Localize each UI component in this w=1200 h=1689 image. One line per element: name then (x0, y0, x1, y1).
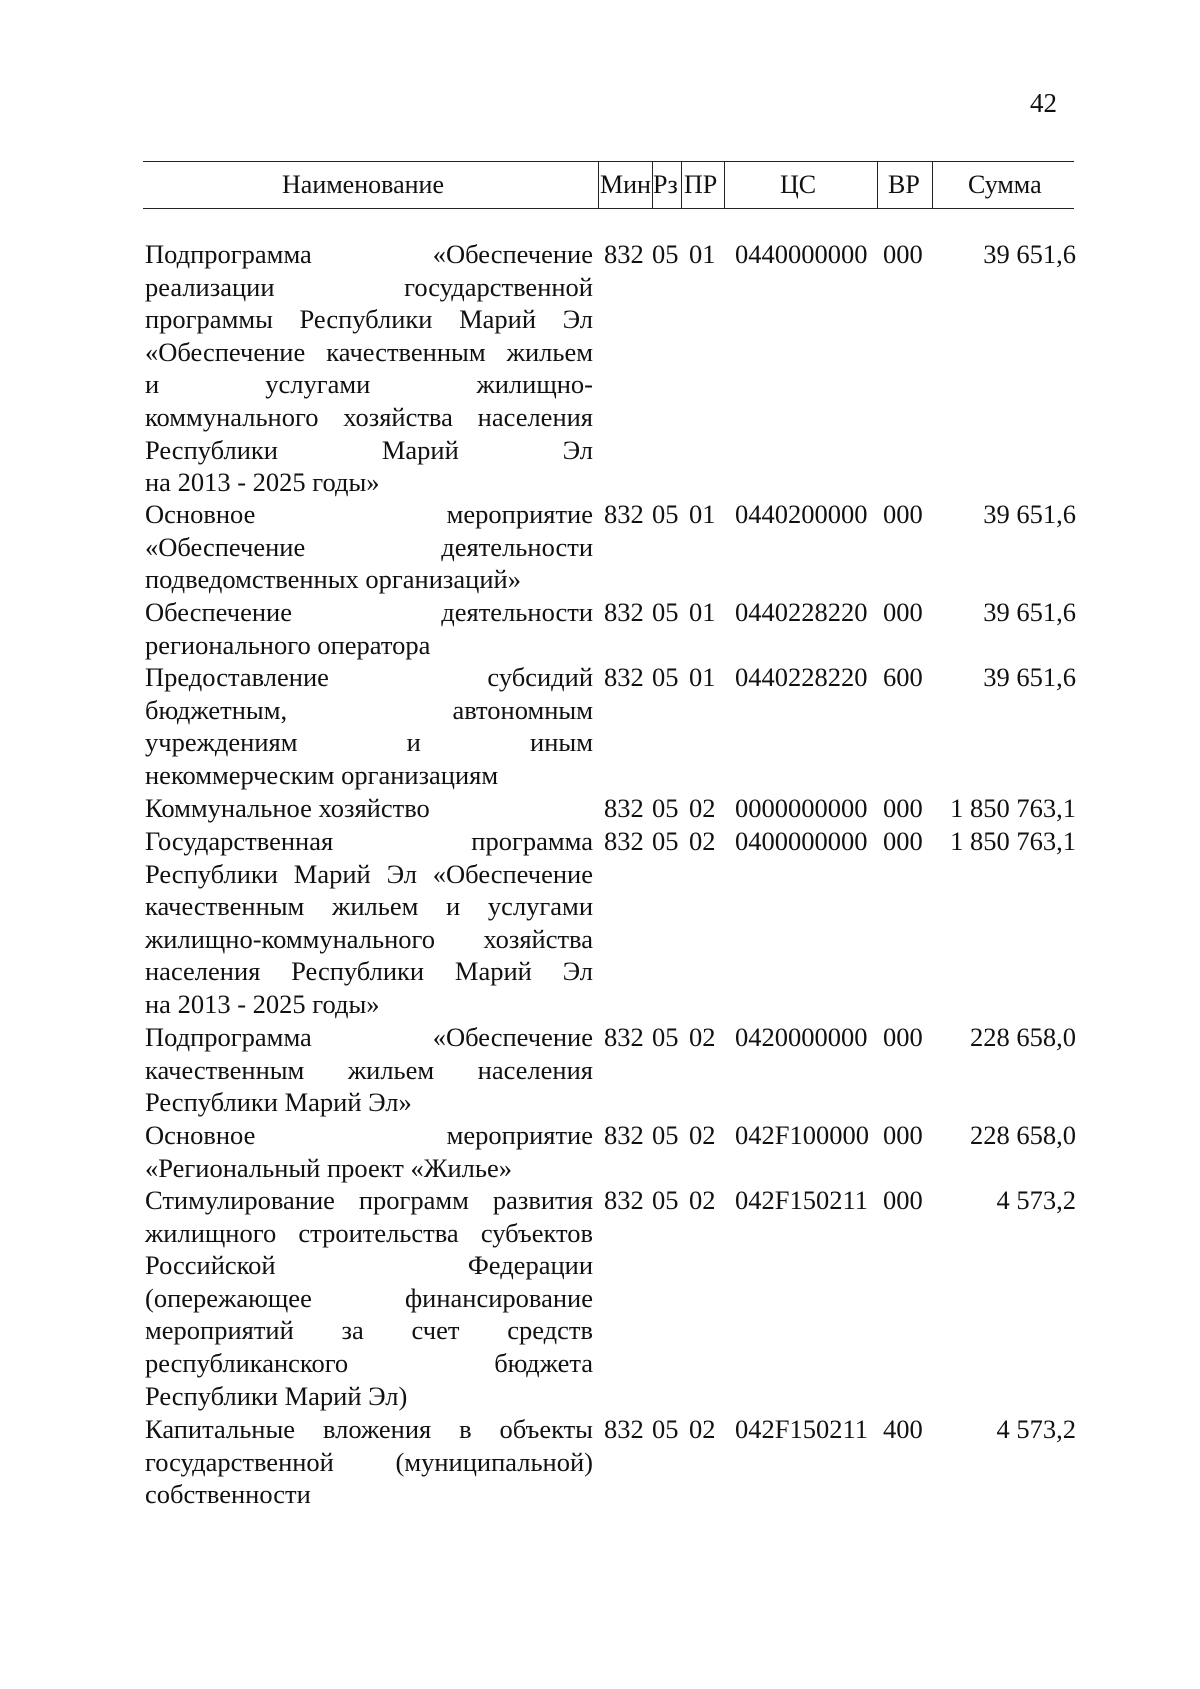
cell-rz: 05 (652, 1185, 679, 1215)
row-name-line: республиканского бюджета (145, 1347, 593, 1378)
row-name-line: коммунального хозяйства населения (145, 401, 593, 432)
header-divider (681, 162, 682, 208)
cell-rz: 05 (652, 239, 679, 269)
row-name (145, 825, 593, 1021)
cell-min: 832 (604, 1414, 644, 1444)
row-name-line: «Обеспечение деятельности (145, 531, 593, 562)
row-name-line: Основное мероприятие (145, 499, 593, 529)
cell-min: 832 (604, 826, 644, 856)
row-name (145, 1184, 593, 1412)
cell-vr: 000 (883, 499, 923, 529)
row-name-line: Основное мероприятие (145, 1120, 593, 1150)
row-name-line: Государственная программа (145, 826, 593, 856)
row-name-line: качественным жильем населения (145, 1054, 593, 1085)
column-header-rz: Рз (653, 170, 678, 199)
cell-pr: 01 (689, 499, 716, 529)
cell-rz: 05 (652, 793, 679, 823)
cell-rz: 05 (652, 1022, 679, 1052)
row-name-line: программы Республики Марий Эл (145, 304, 593, 335)
cell-rz: 05 (652, 826, 679, 856)
row-name-line: Республики Марий Эл «Обеспечение (145, 858, 593, 889)
cell-cs: 0440228220 (735, 662, 868, 692)
row-name-line: Республики Марий Эл) (145, 1380, 408, 1411)
cell-cs: 0440228220 (735, 597, 868, 627)
row-name (145, 498, 593, 596)
row-name-line: учреждениям и иным (145, 727, 593, 758)
cell-sum: 1 850 763,1 (950, 793, 1076, 823)
row-name-line: Капитальные вложения в объекты (145, 1414, 593, 1444)
cell-pr: 01 (689, 597, 716, 627)
cell-pr: 02 (689, 1414, 716, 1444)
cell-pr: 02 (689, 1022, 716, 1052)
row-name-line: мероприятий за счет средств (145, 1315, 593, 1346)
cell-cs: 0000000000 (735, 793, 868, 823)
header-divider (724, 162, 725, 208)
cell-pr: 02 (689, 1185, 716, 1215)
cell-vr: 000 (883, 793, 923, 823)
row-name-line: бюджетным, автономным (145, 694, 593, 725)
cell-vr: 000 (883, 239, 923, 269)
cell-sum: 228 658,0 (970, 1120, 1076, 1150)
row-name-line: регионального оператора (145, 629, 431, 660)
cell-min: 832 (604, 239, 644, 269)
column-header-vr: ВР (888, 170, 920, 199)
row-name (145, 792, 593, 825)
cell-vr: 000 (883, 597, 923, 627)
cell-cs: 0420000000 (735, 1022, 868, 1052)
row-name-line: реализации государственной (145, 271, 593, 302)
row-name-line: Подпрограмма «Обеспечение (145, 1022, 593, 1052)
row-name-line: населения Республики Марий Эл (145, 956, 593, 987)
cell-cs: 0400000000 (735, 826, 868, 856)
cell-cs: 042F150211 (735, 1414, 869, 1444)
column-header-sum: Сумма (968, 170, 1042, 199)
row-name-line: Предоставление субсидий (145, 662, 593, 692)
row-name-line: государственной (муниципальной) (145, 1446, 593, 1477)
row-name-line: Подпрограмма «Обеспечение (145, 239, 593, 269)
column-header-pr: ПР (684, 170, 718, 199)
cell-min: 832 (604, 1120, 644, 1150)
cell-cs: 042F150211 (735, 1185, 869, 1215)
row-name-line: «Обеспечение качественным жильем (145, 336, 593, 367)
header-bottom-rule (143, 208, 1074, 209)
row-name-line: Обеспечение деятельности (145, 597, 593, 627)
header-divider (877, 162, 878, 208)
cell-pr: 02 (689, 826, 716, 856)
row-name-line: собственности (145, 1479, 311, 1510)
row-name-line: «Региональный проект «Жилье» (145, 1152, 512, 1183)
cell-rz: 05 (652, 662, 679, 692)
cell-sum: 39 651,6 (983, 597, 1076, 627)
cell-vr: 000 (883, 1185, 923, 1215)
row-name (145, 1119, 593, 1184)
row-name-line: жилищно-коммунального хозяйства (145, 923, 593, 954)
cell-vr: 000 (883, 1022, 923, 1052)
cell-min: 832 (604, 499, 644, 529)
cell-sum: 228 658,0 (970, 1022, 1076, 1052)
column-header-name: Наименование (282, 170, 444, 199)
row-name-line: Республики Марий Эл (145, 434, 593, 465)
cell-vr: 600 (883, 662, 923, 692)
cell-min: 832 (604, 662, 644, 692)
row-name (145, 1413, 593, 1511)
cell-rz: 05 (652, 1414, 679, 1444)
cell-sum: 4 573,2 (996, 1414, 1076, 1444)
cell-min: 832 (604, 793, 644, 823)
cell-rz: 05 (652, 1120, 679, 1150)
row-name-line: качественным жильем и услугами (145, 891, 593, 922)
row-name-line: Республики Марий Эл» (145, 1087, 412, 1118)
cell-vr: 400 (883, 1414, 923, 1444)
cell-pr: 01 (689, 239, 716, 269)
row-name-line: жилищного строительства субъектов (145, 1217, 593, 1248)
row-name (145, 1021, 593, 1119)
header-top-rule (143, 161, 1074, 162)
cell-min: 832 (604, 1185, 644, 1215)
row-name-line: Российской Федерации (145, 1250, 593, 1281)
row-name-line: и услугами жилищно- (145, 369, 593, 400)
cell-cs: 0440000000 (735, 239, 868, 269)
cell-sum: 39 651,6 (983, 662, 1076, 692)
cell-rz: 05 (652, 597, 679, 627)
cell-vr: 000 (883, 826, 923, 856)
cell-cs: 0440200000 (735, 499, 868, 529)
cell-pr: 01 (689, 662, 716, 692)
cell-sum: 39 651,6 (983, 239, 1076, 269)
row-name-line: Коммунальное хозяйство (145, 793, 430, 823)
cell-cs: 042F100000 (735, 1120, 869, 1150)
cell-pr: 02 (689, 1120, 716, 1150)
row-name-line: на 2013 - 2025 годы» (145, 988, 380, 1019)
cell-min: 832 (604, 1022, 644, 1052)
cell-pr: 02 (689, 793, 716, 823)
row-name-line: (опережающее финансирование (145, 1282, 593, 1313)
cell-rz: 05 (652, 499, 679, 529)
row-name (145, 661, 593, 791)
column-header-min: Мин (600, 170, 651, 199)
cell-sum: 1 850 763,1 (950, 826, 1076, 856)
page-number: 42 (1030, 88, 1057, 118)
row-name-line: на 2013 - 2025 годы» (145, 467, 380, 498)
row-name-line: Стимулирование программ развития (145, 1185, 593, 1215)
column-header-cs: ЦС (780, 170, 817, 199)
cell-vr: 000 (883, 1120, 923, 1150)
cell-min: 832 (604, 597, 644, 627)
header-divider (932, 162, 933, 208)
row-name-line: подведомственных организаций» (145, 564, 521, 595)
cell-sum: 39 651,6 (983, 499, 1076, 529)
row-name-line: некоммерческим организациям (145, 759, 499, 790)
header-divider (598, 162, 599, 208)
cell-sum: 4 573,2 (996, 1185, 1076, 1215)
row-name (145, 238, 593, 499)
row-name (145, 596, 593, 661)
